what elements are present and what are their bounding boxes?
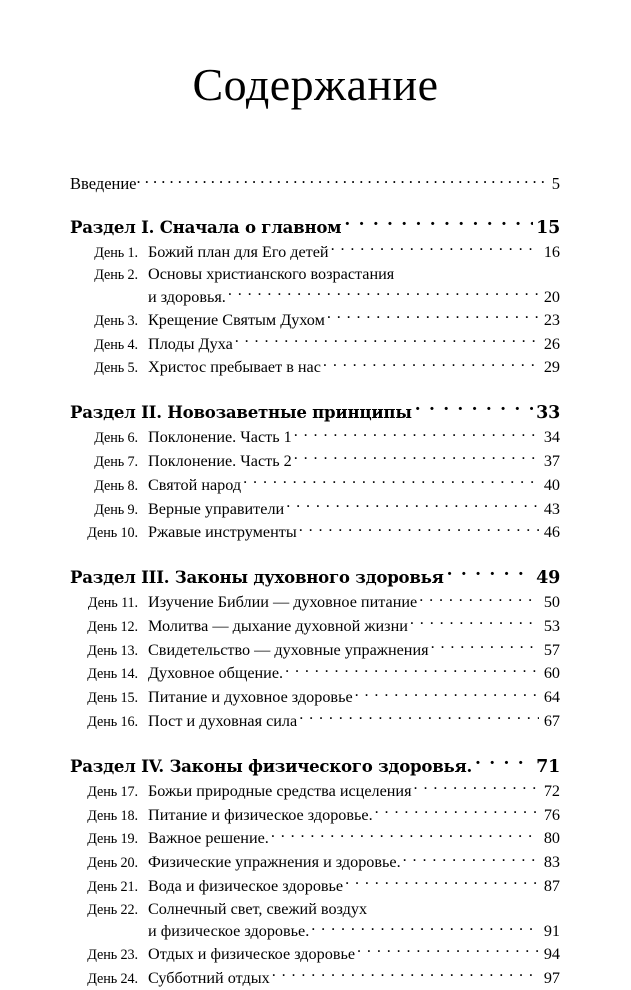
toc-entry[interactable] <box>70 426 560 450</box>
dot-leader <box>431 638 539 654</box>
toc-entry-day: День 13. <box>70 641 148 663</box>
toc-entry-day: День 24. <box>70 969 148 990</box>
toc-entry-page: 50 <box>541 592 560 614</box>
toc-entry-title-line <box>148 241 560 264</box>
toc-entry[interactable] <box>70 450 560 474</box>
toc-entry-day: День 17. <box>70 782 148 804</box>
toc-section <box>70 565 560 734</box>
toc-entry-day: День 2. <box>70 265 148 287</box>
toc-entry-title: Солнечный свет, свежий воздух <box>148 899 367 921</box>
toc-entry-day: День 11. <box>70 593 148 615</box>
toc-entry[interactable] <box>70 264 560 308</box>
toc-entry-title: Божий план для Его детей <box>148 242 329 264</box>
toc-entry[interactable] <box>70 521 560 545</box>
toc-entry-title-block <box>148 356 560 379</box>
toc-entry-day: День 16. <box>70 712 148 734</box>
toc-entry-title: Отдых и физическое здоровье <box>148 944 355 966</box>
toc-entry-title-line <box>148 591 560 614</box>
toc-entry[interactable] <box>70 803 560 827</box>
toc-entry-page: 46 <box>541 522 560 544</box>
toc-entry-title-block <box>148 686 560 709</box>
toc-entry-day: День 6. <box>70 428 148 450</box>
toc-entry-title-block <box>148 803 560 826</box>
toc-entry-day: День 1. <box>70 243 148 265</box>
toc-entry-day: День 14. <box>70 664 148 686</box>
toc-entry-title: Божьи природные средства исцеления <box>148 781 412 803</box>
toc-list <box>70 172 560 990</box>
toc-entry-title-line <box>148 710 560 733</box>
toc-entry-title: Христос пребывает в нас <box>148 357 321 379</box>
dot-leader <box>272 967 539 983</box>
toc-entry-title-line <box>148 638 560 661</box>
toc-entry-page: 5 <box>546 173 560 195</box>
toc-entry-title-block <box>148 662 560 685</box>
toc-entry[interactable] <box>70 474 560 498</box>
toc-section <box>70 754 560 990</box>
dot-leader <box>294 426 539 442</box>
dot-leader <box>345 875 539 891</box>
toc-entry[interactable] <box>70 332 560 356</box>
toc-entry-title: Поклонение. Часть 2 <box>148 451 292 473</box>
toc-entry-title: Свидетельство — духовные упражнения <box>148 640 429 662</box>
dot-leader <box>331 241 539 257</box>
dot-leader <box>355 686 539 702</box>
toc-entry-title: Верные управители <box>148 499 284 521</box>
toc-entry-page: 37 <box>541 451 560 473</box>
toc-entry[interactable] <box>70 899 560 943</box>
toc-entry-day: День 9. <box>70 500 148 522</box>
toc-entry-title-line <box>148 851 560 874</box>
toc-entry-page: 20 <box>541 287 560 309</box>
toc-entry-page: 29 <box>541 357 560 379</box>
dot-leader <box>323 356 539 372</box>
toc-entry-title: Вода и физическое здоровье <box>148 876 343 898</box>
dot-leader <box>419 591 539 607</box>
toc-entry-title-line <box>148 474 560 497</box>
dot-leader <box>243 474 539 490</box>
toc-entry-page: 87 <box>541 876 560 898</box>
toc-entry[interactable] <box>70 967 560 990</box>
toc-entry-title-line <box>148 875 560 898</box>
toc-entry-title-line <box>148 264 560 286</box>
toc-entry-title-line <box>148 899 560 921</box>
toc-entry-title-block <box>148 241 560 264</box>
toc-entry[interactable] <box>70 662 560 686</box>
toc-section-header[interactable] <box>70 400 560 426</box>
dot-leader <box>447 566 533 583</box>
toc-entry-page: 53 <box>541 616 560 638</box>
dot-leader <box>271 827 539 843</box>
toc-entry-title: Субботний отдых <box>148 968 270 990</box>
toc-entry[interactable] <box>70 241 560 265</box>
toc-entry-page: 34 <box>541 427 560 449</box>
dot-leader <box>327 309 539 325</box>
toc-entry-page: 94 <box>541 944 560 966</box>
toc-entry-title-block <box>148 591 560 614</box>
toc-entry-label: Введение <box>70 173 137 195</box>
toc-section <box>70 400 560 545</box>
toc-entry-title-line <box>148 803 560 826</box>
toc-entry-title-block <box>148 264 560 308</box>
toc-entry-title-line <box>148 497 560 520</box>
toc-entry-title-continuation <box>148 920 560 943</box>
toc-entry-title-block <box>148 497 560 520</box>
toc-entry-title-block <box>148 309 560 332</box>
toc-entry-title-line <box>148 332 560 355</box>
toc-entry-day: День 18. <box>70 806 148 828</box>
toc-entry-page: 40 <box>541 475 560 497</box>
toc-entry-title-block <box>148 450 560 473</box>
toc-entry-title-block <box>148 875 560 898</box>
toc-entry-title: Питание и физическое здоровье. <box>148 805 373 827</box>
toc-entry[interactable] <box>70 497 560 521</box>
toc-section-title: Раздел IV. Законы физического здоровья. <box>70 754 472 779</box>
toc-section-page: 71 <box>536 755 560 780</box>
toc-entry-title-line <box>148 780 560 803</box>
dot-leader <box>286 497 539 513</box>
toc-entry-page: 72 <box>541 781 560 803</box>
toc-entry[interactable] <box>70 851 560 875</box>
dot-leader <box>299 521 539 537</box>
toc-entry[interactable] <box>70 686 560 710</box>
toc-entry-title-line <box>148 943 560 966</box>
toc-entry-page: 91 <box>541 921 560 943</box>
dot-leader <box>403 851 539 867</box>
dot-leader <box>137 172 544 189</box>
toc-section-title: Раздел II. Новозаветные принципы <box>70 400 412 425</box>
toc-entry-page: 16 <box>541 242 560 264</box>
toc-entry-day: День 22. <box>70 900 148 922</box>
toc-entry-title-block <box>148 521 560 544</box>
dot-leader <box>285 662 539 678</box>
toc-entry-page: 23 <box>541 310 560 332</box>
toc-entry[interactable] <box>70 875 560 899</box>
toc-section-page: 15 <box>536 216 560 241</box>
toc-section-header[interactable] <box>70 565 560 591</box>
toc-entry-title-line <box>148 662 560 685</box>
toc-entry[interactable] <box>70 309 560 333</box>
toc-entry-title: Духовное общение. <box>148 663 283 685</box>
dot-leader <box>375 803 539 819</box>
dot-leader <box>294 450 539 466</box>
toc-entry-title: и здоровья. <box>148 287 226 309</box>
dot-leader <box>235 332 539 348</box>
dot-leader <box>475 755 533 772</box>
toc-entry-title: Поклонение. Часть 1 <box>148 427 292 449</box>
toc-entry-day: День 7. <box>70 452 148 474</box>
toc-entry-title-block <box>148 332 560 355</box>
toc-entry-day: День 20. <box>70 853 148 875</box>
toc-entry-page: 60 <box>541 663 560 685</box>
toc-entry-day: День 21. <box>70 877 148 899</box>
toc-sections <box>70 215 560 990</box>
toc-entry-introduction[interactable] <box>70 172 560 195</box>
toc-entry[interactable] <box>70 780 560 804</box>
toc-section-page: 49 <box>536 566 560 591</box>
toc-entry-title-block <box>148 827 560 850</box>
toc-entry-title-block <box>148 615 560 638</box>
toc-entry-day: День 10. <box>70 523 148 545</box>
toc-entry-title-line <box>148 426 560 449</box>
toc-entry[interactable] <box>70 943 560 967</box>
toc-entry[interactable] <box>70 710 560 734</box>
toc-entry[interactable] <box>70 827 560 851</box>
toc-entry-title-line <box>148 309 560 332</box>
toc-section <box>70 215 560 381</box>
toc-entry-title-block <box>148 967 560 990</box>
toc-entry-title-block <box>148 474 560 497</box>
toc-entry-title: Ржавые инструменты <box>148 522 297 544</box>
toc-entry-title: Святой народ <box>148 475 241 497</box>
toc-entry-page: 67 <box>541 711 560 733</box>
toc-entry-title: Важное решение. <box>148 828 269 850</box>
dot-leader <box>228 286 539 302</box>
dot-leader <box>414 780 539 796</box>
toc-entry-title: Молитва — дыхание духовной жизни <box>148 616 408 638</box>
toc-entry-day: День 3. <box>70 311 148 333</box>
toc-entry-page: 80 <box>541 828 560 850</box>
toc-entry-title-line <box>148 521 560 544</box>
toc-entry-title-line <box>148 356 560 379</box>
toc-entry-day: День 5. <box>70 358 148 380</box>
toc-entry-title-line <box>148 827 560 850</box>
toc-entry-page: 57 <box>541 640 560 662</box>
toc-entry-title: Физические упражнения и здоровье. <box>148 852 401 874</box>
toc-entry-page: 26 <box>541 334 560 356</box>
toc-entry-day: День 19. <box>70 829 148 851</box>
toc-entry-title: Пост и духовная сила <box>148 711 297 733</box>
toc-entry-day: День 4. <box>70 335 148 357</box>
toc-entry[interactable] <box>70 638 560 662</box>
toc-entry[interactable] <box>70 356 560 380</box>
toc-entry-page: 83 <box>541 852 560 874</box>
toc-section-title: Раздел III. Законы духовного здоровья <box>70 565 444 590</box>
page-title: Содержание <box>0 62 631 108</box>
toc-entry-title: Основы христианского возрастания <box>148 264 394 286</box>
toc-entry-title-block <box>148 710 560 733</box>
toc-entry-title: Изучение Библии — духовное питание <box>148 592 417 614</box>
toc-entry-day: День 23. <box>70 945 148 967</box>
toc-entry-page: 97 <box>541 968 560 990</box>
toc-entry-title-block <box>148 851 560 874</box>
toc-entry-title: Крещение Святым Духом <box>148 310 325 332</box>
toc-entry-title-line <box>148 967 560 990</box>
toc-entry-title-line <box>148 450 560 473</box>
dot-leader <box>410 615 539 631</box>
toc-entry-title-block <box>148 638 560 661</box>
toc-entry-page: 64 <box>541 687 560 709</box>
toc-entry-day: День 15. <box>70 688 148 710</box>
dot-leader <box>415 401 533 418</box>
toc-entry-day: День 12. <box>70 617 148 639</box>
toc-entry-page: 43 <box>541 499 560 521</box>
dot-leader <box>299 710 539 726</box>
toc-entry[interactable] <box>70 591 560 615</box>
toc-section-title: Раздел I. Сначала о главном <box>70 215 341 240</box>
dot-leader <box>344 216 533 233</box>
toc-entry-title-block <box>148 943 560 966</box>
toc-entry[interactable] <box>70 615 560 639</box>
dot-leader <box>357 943 539 959</box>
dot-leader <box>311 920 539 936</box>
toc-entry-title: и физическое здоровье. <box>148 921 309 943</box>
toc-entry-title-line <box>148 615 560 638</box>
toc-entry-title-block <box>148 426 560 449</box>
toc-section-header[interactable] <box>70 215 560 241</box>
toc-entry-title: Питание и духовное здоровье <box>148 687 353 709</box>
toc-entry-page: 76 <box>541 805 560 827</box>
toc-entry-title: Плоды Духа <box>148 334 233 356</box>
toc-entry-title-line <box>148 686 560 709</box>
toc-section-page: 33 <box>536 401 560 426</box>
toc-entry-title-continuation <box>148 286 560 309</box>
toc-entry-title-block <box>148 899 560 943</box>
toc-entry-day: День 8. <box>70 476 148 498</box>
toc-entry-title-block <box>148 780 560 803</box>
toc-section-header[interactable] <box>70 754 560 780</box>
